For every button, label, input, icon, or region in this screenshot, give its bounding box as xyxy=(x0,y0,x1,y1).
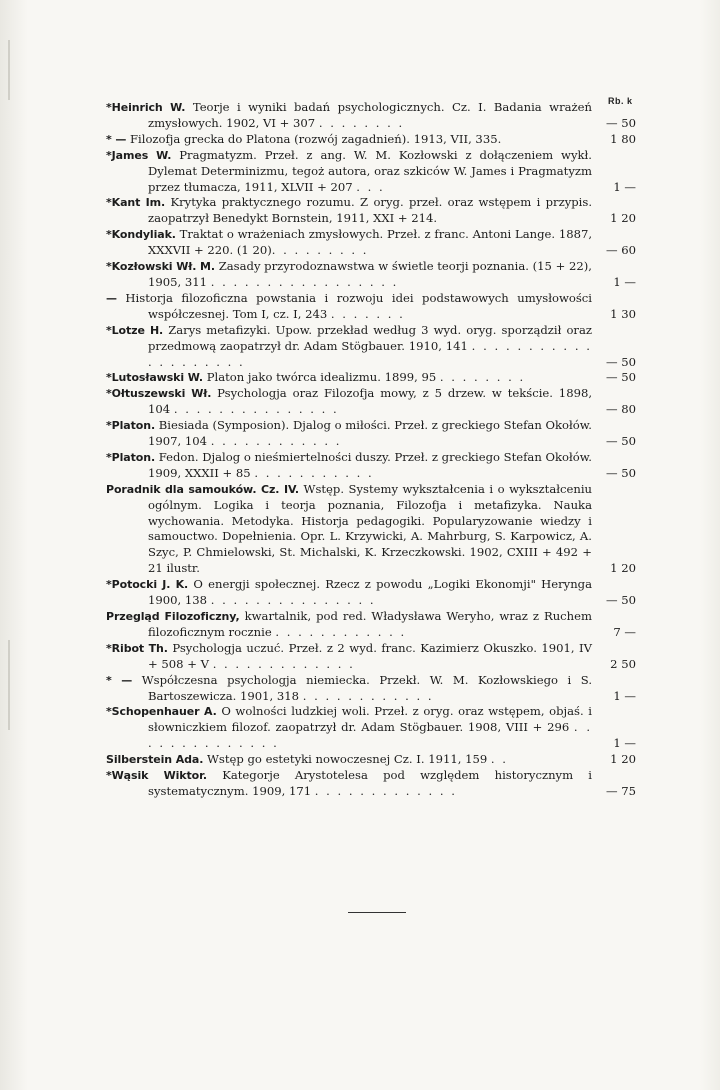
entry-text: Wstęp go estetyki nowoczesnej Cz. I. 1911, 159 xyxy=(207,752,488,767)
entry-price: — 50 xyxy=(605,465,636,480)
entry-price: 1 — xyxy=(613,179,636,194)
catalog-entry: *Platon. Fedon. Djalog o nieśmiertelności duszy. Przeł. z greckiego Stefan Okołów. 1909, XXXII + 85 . . . . . . . . . . . — 50 xyxy=(106,449,636,480)
entry-text: Zarys metafizyki. Upow. przekład według 3 wyd. oryg. sporządził oraz przedmową zaopatrzył dr. Adam Stögbauer. 1910, 141 xyxy=(148,322,592,353)
entry-author: *Kozłowski Wł. M. xyxy=(106,260,215,274)
entry-text: Filozofja grecka do Platona (rozwój zagadnień). 1913, VII, 335. xyxy=(129,131,502,146)
entry-price: — 80 xyxy=(605,402,636,417)
entry-price: — 50 xyxy=(605,370,636,385)
entry-text: Platon jako twórca idealizmu. 1899, 95 xyxy=(206,370,437,385)
catalog-entry: * — Współczesna psychologja niemiecka. Przekł. W. M. Kozłowskiego i S. Bartoszewicza. 1901, 318 . . . . . . . . . . . . 1 — xyxy=(106,672,636,703)
entry-author: * — xyxy=(106,132,127,146)
entry-price: — 50 xyxy=(605,115,636,130)
entry-price: 1 — xyxy=(613,274,636,289)
entry-price: 1 20 xyxy=(610,752,636,767)
entry-text: Zasady przyrodoznawstwa w świetle teorji poznania. (15 + 22), 1905, 311 xyxy=(148,259,592,289)
entry-text: Historja filozoficzna powstania i rozwoju idei podstawowych umysłowości współczesnej. Tom I, cz. I, 243 xyxy=(125,290,592,321)
entry-author: *Platon. xyxy=(106,450,156,464)
catalog-entry: *Kondyliak. Traktat o wrażeniach zmysłowych. Przeł. z franc. Antoni Lange. 1887, XXXVII + 220. (1 20). . . . . . . . . — 60 xyxy=(106,227,636,258)
entry-author: *Ribot Th. xyxy=(106,641,168,655)
entry-price: 1 30 xyxy=(610,306,636,321)
catalog-entry: *Ołtuszewski Wł. Psychologja oraz Filozofja mowy, z 5 drzew. w tekście. 1898, 104 . . . . . . . . . . . . . . . — 80 xyxy=(106,386,636,417)
entry-text: O wolności ludzkiej woli. Przeł. z oryg. oraz wstępem, objaś. i słowniczkiem filozof. zaopatrzył dr. Adam Stögbauer. 1908, VIII + 296 xyxy=(148,704,592,735)
catalog-entry: *Potocki J. K. O energji społecznej. Rzecz z powodu „Logiki Ekonomji" Herynga 1900, 138 . . . . . . . . . . . . . . . — 50 xyxy=(106,577,636,608)
entry-text: Pragmatyzm. Przeł. z ang. W. M. Kozłowski z dołączeniem wykł. Dylemat Determinizmu, tegoż autora, oraz szkiców W. James i Pragmatyzm przez tłumacza, 1911, XLVII + 207 xyxy=(148,147,592,194)
entry-author: *Potocki J. K. xyxy=(106,578,189,592)
entry-text: O energji społecznej. Rzecz z powodu „Logiki Ekonomji" Herynga 1900, 138 xyxy=(148,577,593,608)
entry-price: — 50 xyxy=(605,434,636,449)
entry-price: 1 80 xyxy=(610,131,636,146)
entry-text: Traktat o wrażeniach zmysłowych. Przeł. z franc. Antoni Lange. 1887, XXXVII + 220. (1 20) xyxy=(148,227,593,258)
catalog-entry: *Platon. Biesiada (Symposion). Djalog o miłości. Przeł. z greckiego Stefan Okołów. 1907, 104 . . . . . . . . . . . . — 50 xyxy=(106,418,636,449)
entry-author: *Kondyliak. xyxy=(106,228,176,242)
entry-text: kwartalnik, pod red. Władysława Weryho, wraz z Ruchem filozoficznym rocznie xyxy=(148,609,592,639)
entry-author: *Lutosławski W. xyxy=(106,371,204,385)
entry-author: *Heinrich W. xyxy=(106,101,186,114)
entry-author: *Kant Im. xyxy=(106,196,166,210)
entry-author: Przegląd Filozoficzny, xyxy=(106,610,240,623)
catalog-entry: Silberstein Ada. Wstęp go estetyki nowoczesnej Cz. I. 1911, 159 . . 1 20 xyxy=(106,752,636,767)
catalog-entry xyxy=(106,195,636,227)
entry-price: 7 — xyxy=(613,624,636,639)
entry-author: *Platon. xyxy=(106,419,156,433)
entry-text: Teorje i wyniki badań psychologicznych. Cz. I. Badania wrażeń zmysłowych. 1902, VI + 307 xyxy=(148,100,592,130)
catalog-entry: *Lotze H. Zarys metafizyki. Upow. przekład według 3 wyd. oryg. sporządził oraz przedmową zaopatrzył dr. Adam Stögbauer. 1910, 141 . . . . . . . . . . . . . . . . . . . . — 50 xyxy=(106,322,636,369)
page-edge-mark xyxy=(8,640,10,730)
catalog-entries xyxy=(106,100,636,800)
entry-price: 1 20 xyxy=(610,561,636,576)
catalog-entry: Przegląd Filozoficzny, kwartalnik, pod red. Władysława Weryho, wraz z Ruchem filozoficznym rocznie . . . . . . . . . . . . 7 — xyxy=(106,609,636,639)
entry-text: Współczesna psychologja niemiecka. Przekł. W. M. Kozłowskiego i S. Bartoszewicza. 1901, 318 xyxy=(141,672,593,703)
entry-text: Kategorje Arystotelesa pod względem historycznym i systematycznym. 1909, 171 xyxy=(148,768,592,798)
entry-author: * — xyxy=(106,673,133,687)
catalog-entry: *Ribot Th. Psychologja uczuć. Przeł. z 2 wyd. franc. Kazimierz Okuszko. 1901, IV + 508 + V . . . . . . . . . . . . . 2 50 xyxy=(106,640,636,671)
entry-author: *Lotze H. xyxy=(106,323,164,337)
entry-author: *James W. xyxy=(106,148,172,162)
entry-author: *Wąsik Wiktor. xyxy=(106,769,207,783)
entry-price: — 50 xyxy=(605,593,636,608)
entry-text: Psychologja uczuć. Przeł. z 2 wyd. franc. Kazimierz Okuszko. 1901, IV + 508 + V xyxy=(148,640,593,671)
catalog-entry: *James W. Pragmatyzm. Przeł. z ang. W. M. Kozłowski z dołączeniem wykł. Dylemat Determinizmu, tegoż autora, oraz szkiców W. James i Pragmatyzm przez tłumacza, 1911, XLVII + 207 . . . 1 — xyxy=(106,147,636,194)
catalog-entry: *Wąsik Wiktor. Kategorje Arystotelesa pod względem historycznym i systematycznym. 1909, 171 . . . . . . . . . . . . . — 75 xyxy=(106,768,636,798)
entry-price: — 60 xyxy=(605,243,636,258)
entry-text: Krytyka praktycznego rozumu. Z oryg. przeł. oraz wstępem i przypis. zaopatrzył Benedykt Bornstein, 1911, XXI + 214. xyxy=(148,195,593,226)
entry-text: Fedon. Djalog o nieśmiertelności duszy. Przeł. z greckiego Stefan Okołów. 1909, XXXII + 85 xyxy=(148,449,592,480)
entry-price: — 50 xyxy=(605,354,636,369)
catalog-entry: — Historja filozoficzna powstania i rozwoju idei podstawowych umysłowości współczesnej. Tom I, cz. I, 243 . . . . . . . 1 30 xyxy=(106,290,636,321)
catalog-entry: *Heinrich W. Teorje i wyniki badań psychologicznych. Cz. I. Badania wrażeń zmysłowych. 1902, VI + 307 . . . . . . . . — 50 xyxy=(106,100,636,130)
entry-price: 1 — xyxy=(613,688,636,703)
entry-author: Silberstein Ada. xyxy=(106,753,204,767)
entry-price: 1 20 xyxy=(610,211,636,226)
entry-price: 1 — xyxy=(613,736,636,751)
catalog-entry xyxy=(106,132,636,148)
entry-author: *Ołtuszewski Wł. xyxy=(106,387,212,401)
catalog-entry: *Kozłowski Wł. M. Zasady przyrodoznawstwa w świetle teorji poznania. (15 + 22), 1905, 311 . . . . . . . . . . . . . . . . . 1 — xyxy=(106,259,636,289)
entry-author: — xyxy=(106,291,117,305)
entry-text: Biesiada (Symposion). Djalog o miłości. Przeł. z greckiego Stefan Okołów. 1907, 104 xyxy=(148,418,592,449)
entry-price: 2 50 xyxy=(610,656,636,671)
entry-price: — 75 xyxy=(605,783,636,798)
catalog-entry xyxy=(106,482,636,577)
entry-text: Psychologja oraz Filozofja mowy, z 5 drzew. w tekście. 1898, 104 xyxy=(148,386,593,417)
catalog-entry: *Lutosławski W. Platon jako twórca idealizmu. 1899, 95 . . . . . . . . — 50 xyxy=(106,370,636,385)
entry-text: Wstęp. Systemy wykształcenia i o wykształceniu ogólnym. Logika i teorja poznania, Filozofja i metafizyka. Nauka wychowania. Metodyka. Historja pedagogiki. Popularyzowanie wiedzy i samouctwo. Dopełnienia. Opr. L. Krzywicki, A. Mahrburg, S. Karpowicz, A. Szyc, P. Chmielowski, St. Michalski, K. Krzeczkowski. 1902, CXIII + 492 + 21 ilustr. xyxy=(148,481,592,576)
catalog-entry: *Schopenhauer A. O wolności ludzkiej woli. Przeł. z oryg. oraz wstępem, objaś. i słowniczkiem filozof. zaopatrzył dr. Adam Stögbauer. 1908, VIII + 296 . . . . . . . . . . . . . . 1 — xyxy=(106,704,636,751)
price-column-header: Rb. k xyxy=(608,96,633,106)
entry-author: Poradnik dla samouków. Cz. IV. xyxy=(106,482,300,496)
closing-rule xyxy=(348,912,406,913)
page-edge-mark xyxy=(8,40,10,100)
entry-author: *Schopenhauer A. xyxy=(106,705,217,719)
